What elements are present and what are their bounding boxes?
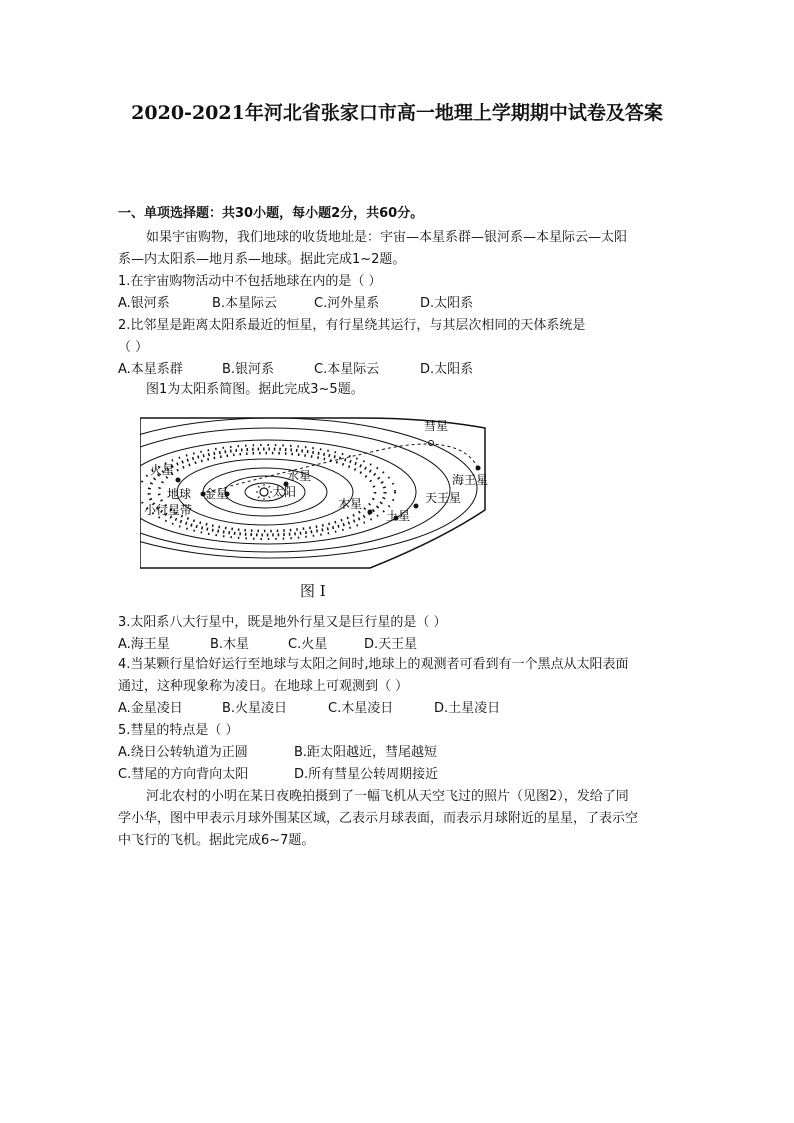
option-c: C.火星 xyxy=(288,637,328,652)
neptune xyxy=(476,466,481,471)
solar-system-svg xyxy=(140,410,500,570)
label-earth: 地球 xyxy=(167,487,192,501)
context-paragraph: 学小华，图中甲表示月球外围某区域，乙表示月球表面，而表示月球附近的星星，了表示空 xyxy=(118,811,639,826)
sun xyxy=(260,488,268,496)
label-mars: 火星 xyxy=(150,463,175,477)
question-stem: 4.当某颗行星恰好运行至地球与太阳之间时,地球上的观测者可看到有一个黑点从太阳表面 xyxy=(118,657,629,672)
option-a: A.本星系群 xyxy=(118,362,183,377)
context-paragraph: 如果宇宙购物，我们地球的收货地址是：宇宙—本星系群—银河系—本星际云—太阳 xyxy=(146,230,628,245)
sun-rays xyxy=(256,484,272,500)
label-mercury: 水星 xyxy=(287,469,312,483)
option-b: B.木星 xyxy=(210,637,250,652)
option-d: D.天王星 xyxy=(364,637,418,652)
question-stem: 1.在宇宙购物活动中不包括地球在内的是（ ） xyxy=(118,274,382,289)
uranus xyxy=(414,504,419,509)
figure-caption: 图 I xyxy=(300,582,326,600)
label-sun: 太阳 xyxy=(272,485,297,499)
question-stem: 通过，这种现象称为凌日。在地球上可观测到（ ） xyxy=(118,679,409,694)
question-stem: 2.比邻星是距离太阳系最近的恒星，有行星绕其运行，与其层次相同的天体系统是 xyxy=(118,318,586,333)
label-neptune: 海王星 xyxy=(452,473,489,487)
option-d: D.太阳系 xyxy=(420,296,474,311)
option-c: C.河外星系 xyxy=(314,296,380,311)
context-paragraph: 系—内太阳系—地月系—地球。据此完成1~2题。 xyxy=(118,252,406,267)
asteroid-belt xyxy=(159,453,375,531)
option-d: D.所有彗星公转周期接近 xyxy=(294,767,439,782)
solar-system-figure xyxy=(140,410,500,574)
label-saturn: 土星 xyxy=(386,509,411,523)
option-a: A.银河系 xyxy=(118,296,170,311)
context-paragraph: 图1为太阳系简图。据此完成3~5题。 xyxy=(146,382,364,397)
option-d: D.土星凌日 xyxy=(434,701,501,716)
option-a: A.绕日公转轨道为正圆 xyxy=(118,745,248,760)
option-a: A.金星凌日 xyxy=(118,701,183,716)
option-a: A.海王星 xyxy=(118,637,170,652)
label-jupiter: 木星 xyxy=(338,497,363,511)
option-b: B.火星凌日 xyxy=(222,701,288,716)
label-uranus: 天王星 xyxy=(425,491,462,505)
label-comet: 彗星 xyxy=(424,419,449,433)
question-stem: 3.太阳系八大行星中，既是地外行星又是巨行星的是（ ） xyxy=(118,615,447,630)
option-b: B.距太阳越近，彗尾越短 xyxy=(294,745,438,760)
context-paragraph: 河北农村的小明在某日夜晚拍摄到了一幅飞机从天空飞过的照片（见图2），发给了同 xyxy=(146,789,629,804)
jupiter xyxy=(368,510,373,515)
page-title: 2020-2021年河北省张家口市高一地理上学期期中试卷及答案 xyxy=(131,102,663,124)
option-b: B.银河系 xyxy=(222,362,275,377)
option-d: D.太阳系 xyxy=(420,362,474,377)
option-c: C.本星际云 xyxy=(314,362,380,377)
label-asteroid-belt: 小行星带 xyxy=(144,503,193,517)
label-venus: 金星 xyxy=(204,487,229,501)
option-c: C.木星凌日 xyxy=(328,701,394,716)
question-stem: （ ） xyxy=(118,340,149,355)
mars xyxy=(176,478,181,483)
question-stem: 5.彗星的特点是（ ） xyxy=(118,723,239,738)
option-c: C.彗尾的方向背向太阳 xyxy=(118,767,249,782)
option-b: B.本星际云 xyxy=(212,296,278,311)
context-paragraph: 中飞行的飞机。据此完成6~7题。 xyxy=(118,833,315,848)
section-heading: 一、单项选择题：共30小题，每小题2分，共60分。 xyxy=(118,206,424,221)
